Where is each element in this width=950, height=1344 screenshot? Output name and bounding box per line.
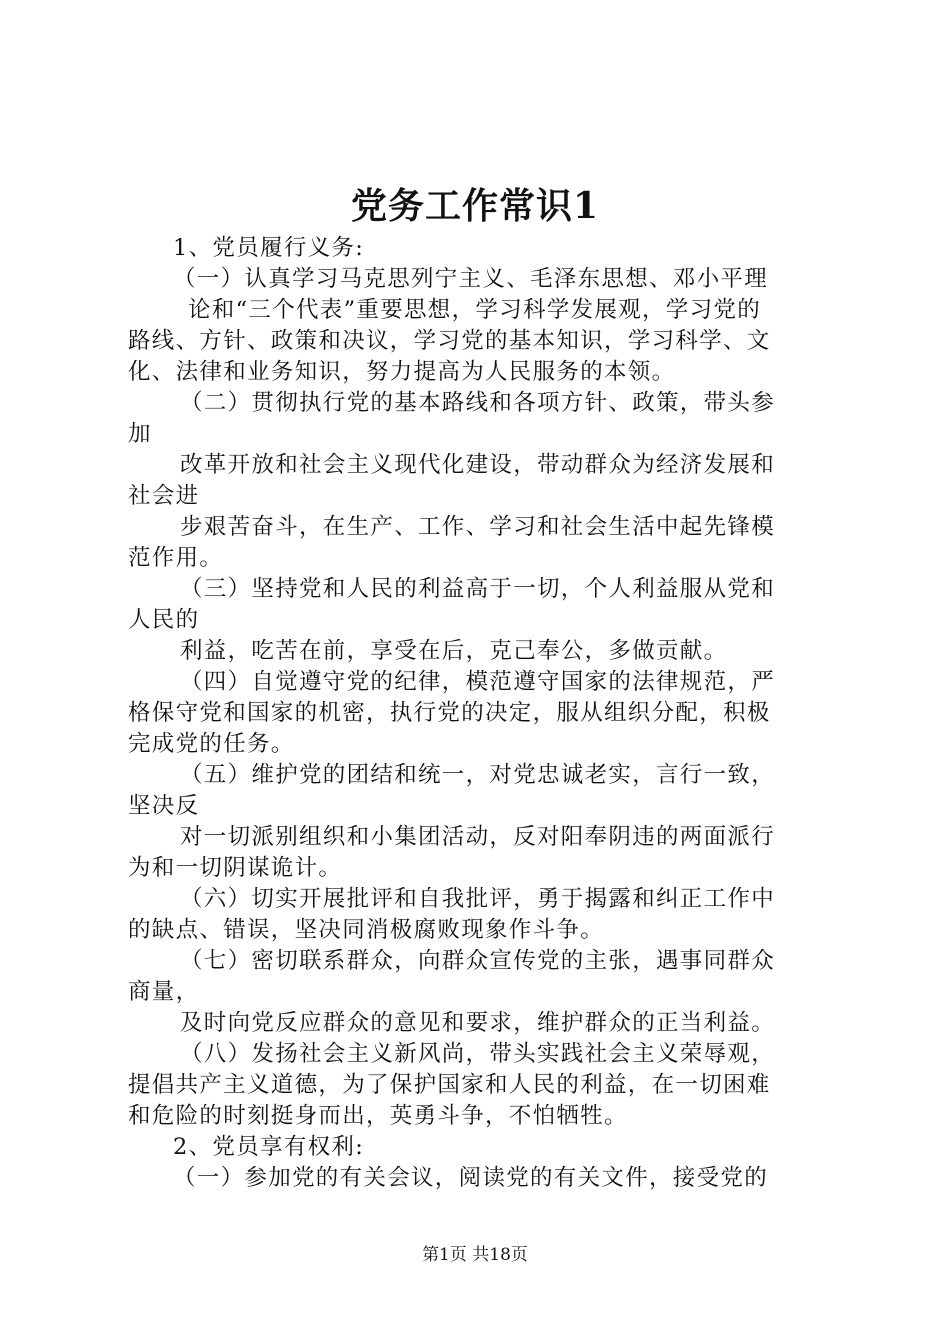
paragraph-line: 和危险的时刻挺身而出，英勇斗争，不怕牺牲。 [128, 1103, 628, 1129]
paragraph-line: （四）自觉遵守党的纪律，模范遵守国家的法律规范，严 [180, 669, 776, 695]
page-number-footer: 第1页 共18页 [422, 1245, 528, 1265]
paragraph-line: 为和一切阴谋诡计。 [128, 855, 343, 881]
paragraph-line: （一）参加党的有关会议，阅读党的有关文件，接受党的 [173, 1165, 769, 1191]
paragraph-line: （二）贯彻执行党的基本路线和各项方针、政策，带头参 [180, 390, 776, 416]
paragraph-line: 路线、方针、政策和决议，学习党的基本知识，学习科学、文 [128, 328, 771, 354]
paragraph-line: 化、法律和业务知识，努力提高为人民服务的本领。 [128, 359, 676, 385]
paragraph-line: （五）维护党的团结和统一，对党忠诚老实，言行一致， [180, 762, 776, 788]
paragraph-line: 提倡共产主义道德，为了保护国家和人民的利益，在一切困难 [128, 1072, 771, 1098]
section-heading-rights: 2、党员享有权利: [173, 1134, 365, 1160]
paragraph-line: 人民的 [128, 607, 200, 633]
section-heading-duties: 1、党员履行义务: [173, 235, 365, 261]
paragraph-line: （七）密切联系群众，向群众宣传党的主张，遇事同群众 [180, 948, 776, 974]
paragraph-line: （八）发扬社会主义新风尚，带头实践社会主义荣辱观， [180, 1041, 776, 1067]
paragraph-line: 范作用。 [128, 545, 224, 571]
paragraph-line: （六）切实开展批评和自我批评，勇于揭露和纠正工作中 [180, 886, 776, 912]
paragraph-line: （一）认真学习马克思列宁主义、毛泽东思想、邓小平理 [173, 266, 769, 292]
paragraph-line: 及时向党反应群众的意见和要求，维护群众的正当利益。 [180, 1010, 776, 1036]
paragraph-line: 社会进 [128, 483, 200, 509]
document-title: 党务工作常识1 [350, 185, 600, 227]
document-body [128, 233, 833, 1194]
paragraph-line: 利益，吃苦在前，享受在后，克己奉公，多做贡献。 [180, 638, 728, 664]
paragraph-line: 完成党的任务。 [128, 731, 295, 757]
paragraph-line: 格保守党和国家的机密，执行党的决定，服从组织分配，积极 [128, 700, 771, 726]
paragraph-line: 步艰苦奋斗，在生产、工作、学习和社会生活中起先锋模 [180, 514, 776, 540]
paragraph-line: 坚决反 [128, 793, 200, 819]
paragraph-line: 商量， [128, 979, 200, 1005]
paragraph-line: （三）坚持党和人民的利益高于一切，个人利益服从党和 [180, 576, 776, 602]
paragraph-line: 对一切派别组织和小集团活动，反对阳奉阴违的两面派行 [180, 824, 776, 850]
paragraph-line: 的缺点、错误，坚决同消极腐败现象作斗争。 [128, 917, 605, 943]
paragraph-line: 改革开放和社会主义现代化建设，带动群众为经济发展和 [180, 452, 776, 478]
paragraph-line: 加 [128, 421, 152, 447]
paragraph-line: 论和“三个代表”重要思想，学习科学发展观，学习党的 [188, 297, 762, 323]
